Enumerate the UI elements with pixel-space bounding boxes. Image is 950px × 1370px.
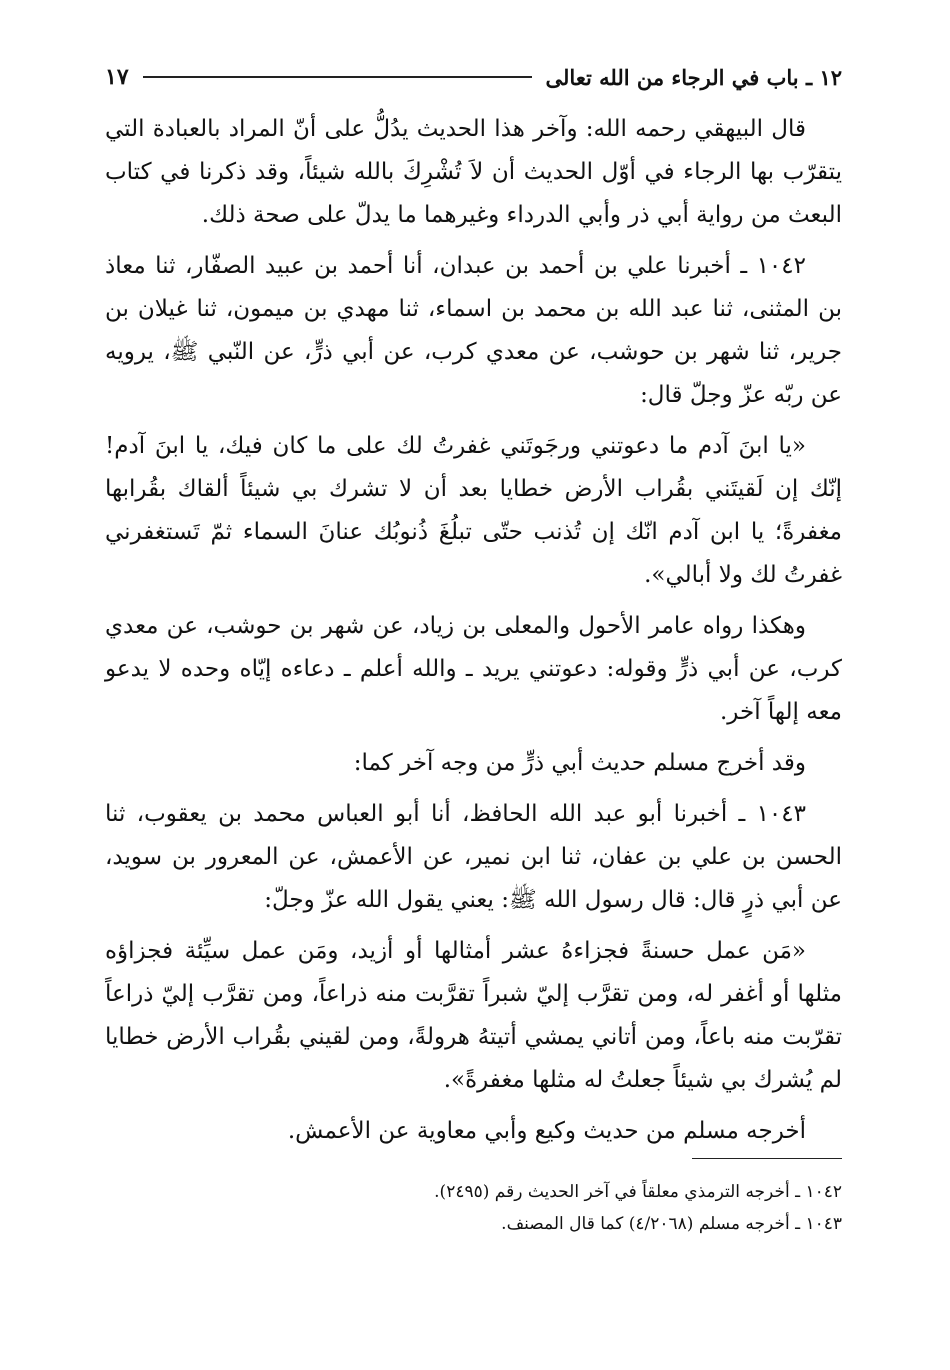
footnotes — [300, 1176, 842, 1240]
paragraph-riwaya-comment: وهكذا رواه عامر الأحول والمعلى بن زياد، عن شهر بن حوشب، عن معدي كرب، عن أبي ذرٍّ وقوله: دعوتني يريد ـ والله أعلم ـ دعاءه إيّاه وحده لا يدعو معه إلهاً آخر. — [105, 613, 842, 725]
chapter-title: ١٢ ـ باب في الرجاء من الله تعالى — [545, 64, 842, 90]
paragraph-hadith-1042-matn: «يا ابنَ آدم ما دعوتني ورجَوتَني غفرتُ لك على ما كان فيك، يا ابنَ آدم! إنّك إن لَقيتَني بقُراب الأرض خطايا بعد أن لا تشرك بي شيئاً ألقاك بقُرابها مغفرةً؛ يا ابن آدم انّك إن تُذنب حتّى تبلُغَ ذُنوبُك عنانَ السماء ثمّ تَستغفرني غفرتُ لك ولا أبالي». — [105, 433, 842, 588]
paragraph-bayhaqi-comment: قال البيهقي رحمه الله: وآخر هذا الحديث يدُلُّ على أنّ المراد بالعبادة التي يتقرّب بها الرجاء في أوّل الحديث أن لاَ تُشْرِكَ بالله شيئاً، وقد ذكرنا في كتاب البعث من رواية أبي ذر وأبي الدرداء وغيرهما ما يدلّ على صحة ذلك. — [105, 116, 842, 228]
page-number: ١٧ — [105, 64, 129, 90]
footnote-1042: ١٠٤٢ ـ أخرجه الترمذي معلقاً في آخر الحديث رقم (٢٤٩٥). — [434, 1182, 842, 1202]
footnote-divider — [692, 1158, 842, 1159]
paragraph-takhrij: أخرجه مسلم من حديث وكيع وأبي معاوية عن الأعمش. — [287, 1118, 806, 1144]
paragraph-muslim-intro: وقد أخرج مسلم حديث أبي ذرٍّ من وجه آخر كما: — [353, 750, 806, 776]
footnote-1043: ١٠٤٣ ـ أخرجه مسلم (٤/٢٠٦٨) كما قال المصنف. — [501, 1214, 842, 1234]
running-header — [105, 62, 842, 92]
main-text — [105, 108, 842, 1161]
paragraph-hadith-1043-matn: «مَن عمل حسنةً فجزاءهُ عشر أمثالها أو أزيد، ومَن عمل سيِّئة فجزاؤه مثلها أو أغفر له، ومن تقرَّب إليّ شبراً تقرَّبت منه ذراعاً، ومن تقرَّب إليّ ذراعاً تقرّبت منه باعاً، ومن أتاني يمشي أتيتهُ هرولةً، ومن لقيني بقُراب الأرض خطايا لم يُشرك بي شيئاً جعلتُ له مثلها مغفرةً». — [105, 938, 842, 1093]
paragraph-hadith-1043-isnad: ١٠٤٣ ـ أخبرنا أبو عبد الله الحافظ، أنا أبو العباس محمد بن يعقوب، ثنا الحسن بن علي بن عفان، ثنا ابن نمير، عن الأعمش، عن المعرور بن سويد، عن أبي ذرٍ قال: قال رسول الله ﷺ: يعني يقول الله عزّ وجلّ: — [105, 801, 842, 913]
paragraph-hadith-1042-isnad: ١٠٤٢ ـ أخبرنا علي بن أحمد بن عبدان، أنا أحمد بن عبيد الصفّار، ثنا معاذ بن المثنى، ثنا عبد الله بن محمد بن اسماء، ثنا مهدي بن ميمون، ثنا غيلان بن جرير، ثنا شهر بن حوشب، عن معدي كرب، عن أبي ذرٍّ، عن النّبي ﷺ، يرويه عن ربّه عزّ وجلّ قال: — [105, 253, 842, 408]
header-rule — [143, 76, 532, 78]
